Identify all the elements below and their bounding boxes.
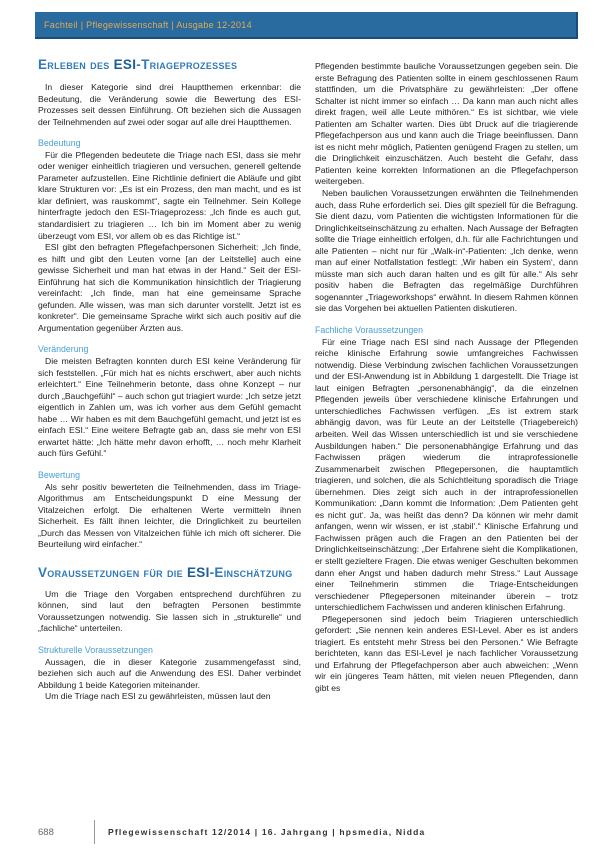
heading-esi-text: ESI (186, 564, 210, 580)
heading-text: Voraussetzungen für die (38, 564, 187, 580)
right-column (315, 57, 578, 703)
page-footer (38, 816, 578, 848)
paragraph: Aussagen, die in dieser Kategorie zusammengefasst sind, beziehen sich auch auf die Anwendung des ESI. Daher verbindet Abbildung 1 beide Kategorien miteinander. (38, 656, 301, 690)
paragraph: Neben baulichen Voraussetzungen erwähnten die Teilnehmenden auch, dass Ruhe erforderlich sei. Dies gilt speziell für die Befragung. Sie dient dazu, vom Patienten die wichtigsten Informationen für die Dringlichkeitseinschätzung zu erhalten. Nach Aussage der Befragten sollte die Triage einheitlich erfolgen, d.h. für alle Fachrichtungen und alle Patienten – nicht nur für „Walk-in“-Patienten: „Ich denke, wenn man auf einer Notfallstation festlegt: ‚Wir haben ein System‘, dann müsste man sich auch daran halten und es gilt für alle.“ Als sehr positiv haben die Befragten das regelmäßige Durchführen sogenannter „Triageworkshops“ erwähnt. In diesem Rahmen können sie das Vorgehen bei aktuellen Patienten diskutieren. (315, 188, 578, 314)
subheading-veraenderung: Veränderung (38, 344, 89, 355)
heading-text: -Triageprozesses (136, 57, 238, 72)
paragraph: Als sehr positiv bewerteten die Teilnehmenden, dass im Triage-Algorithmus am Entscheidungspunkt D eine Messung der Vitalzeichen erfolgt. Die erhaltenen Werte vermitteln ihnen Sicherheit. Es fällt ihnen leichter, die Dringlichkeit zu beurteilen „Durch das Messen von Vitalzeichen fühle ich mich oft sicherer. Die Beurteilung wird einfacher.“ (38, 481, 301, 550)
subheading-bewertung: Bewertung (38, 469, 81, 480)
subheading-fachliche-voraussetzungen: Fachliche Voraussetzungen (315, 325, 424, 336)
journal-header-text: Fachteil | Pflegewissenschaft | Ausgabe 12-2014 (44, 19, 252, 30)
paragraph: Für die Pflegenden bedeutete die Triage nach ESI, dass sie mehr oder weniger einheitlich triagieren und versuchen, generell geltende Parameter aufzustellen. Eine Richtlinie definiert die Abläufe und gibt klare Strukturen vor: „Es ist ein Prozess, den man macht, und es ist klar definiert, was rauskommt“, sagte ein Teilnehmer. Sein Kollege hinterfragte jedoch den ESI-Triageprozess: „Ich finde es auch gut, standardisiert zu triagieren … Ich bin im Moment aber zu wenig überzeugt vom ESI, vor allem ob es das Richtige ist.“ (38, 149, 301, 241)
journal-footer-text: Pflegewissenschaft 12/2014 | 16. Jahrgang | hpsmedia, Nidda (108, 827, 426, 837)
subheading-bedeutung: Bedeutung (38, 138, 81, 149)
subheading-strukturelle-voraussetzungen: Strukturelle Voraussetzungen (38, 644, 153, 655)
left-column (38, 57, 301, 703)
paragraph: Die meisten Befragten konnten durch ESI keine Veränderung für sich feststellen. „Für mich hat es nichts erschwert, aber auch nichts erleichtert.“ Eine Teilnehmerin betonte, dass ohne Konzept – nur durch „Bauchgefühl“ – auch schon gut triagiert wurde: „Ich setze jetzt eigentlich in Zahlen um, was ich vorher aus dem Gefühl gemacht habe … Wir haben es mit dem Bauchgefühl gemacht, und jetzt ist es einfach ESI.“ Eine weitere Befragte gab an, dass sie mehr von ESI erwartet hätte: „Ich hätte mehr davon erhofft, … noch mehr Klarheit auch fürs Gefühl.“ (38, 356, 301, 459)
heading-text: -Einschätzung (209, 564, 293, 580)
paragraph: Pflegenden bestimmte bauliche Voraussetzungen gegeben sein. Die erste Befragung des Patienten sollte in einem geschlossenen Raum stattfinden, um die Privatsphäre zu gewährleisten: „Der offene Schalter ist nicht immer so einfach … Da kann man auch nicht alles direkt fragen, weil alle Leute mithören.“ Es ist sichtbar, wie viele Patienten am Schalter warten. Dies übt Druck auf die triagierende Pflegefachperson aus und kann auch die Triage beeinflussen. Dann ist es nicht mehr möglich, Patienten genügend Fragen zu stellen, um die Dringlichkeit einzuschätzen. Auch besteht die Gefahr, dass Patienten keine korrekten Informationen an die Pflegefachperson weitergeben. (315, 61, 578, 187)
paragraph: Pflegepersonen sind jedoch beim Triagieren unterschiedlich gefordert: „Sie nennen kein anderes ESI-Level. Aber es ist anders triagiert. Es entsteht mehr Stress bei den Personen.“ Wie Befragte berichteten, kann das ESI-Level je nach fachlicher Voraussetzung und Erfahrung der Pflegefachperson aber auch abweichen: „Wenn wir ein jüngeres Team hätten, mit vielen neuen Pflegenden, dann gibt es (315, 613, 578, 693)
heading-text: Erleben des (38, 57, 114, 72)
paragraph: In dieser Kategorie sind drei Hauptthemen erkennbar: die Bedeutung, die Veränderung sowie die Bewertung des ESI-Prozesses seit dessen Einführung. Oft beziehen sich die Aussagen der Teilnehmenden auf zwei oder sogar auf alle drei Hauptthemen. (38, 82, 301, 127)
paragraph: Um die Triage den Vorgaben entsprechend durchführen zu können, sind laut den befragten Personen bestimmte Voraussetzungen notwendig. Sie lassen sich in „strukturelle“ und „fachliche“ unterteilen. (38, 588, 301, 634)
journal-header-bar (35, 12, 578, 39)
section-heading-voraussetzungen (38, 565, 301, 581)
section-heading-erleben (38, 57, 301, 73)
page-number: 688 (38, 826, 54, 838)
paragraph: Um die Triage nach ESI zu gewährleisten, müssen laut den (45, 691, 271, 702)
paragraph: ESI gibt den befragten Pflegefachpersonen Sicherheit: „Ich finde, es hilft und gibt den Leuten vorne [an der Leitstelle] auch eine gewisse Sicherheit und man hat etwas in der Hand.“ Seit der ESI-Einführung hat sich die Kommunikation hinsichtlich der Triagierung vereinfacht: „Ich finde, man hat eine gemeinsame Sprache gefunden. Alle wissen, was man sich darunter vorstellt. Jetzt ist es konkreter“. Die gemeinsame Sprache wirkt sich auch positiv auf die Argumentation gegenüber Ärzten aus. (38, 242, 301, 333)
heading-esi-text: ESI (113, 57, 137, 72)
article-body (38, 57, 578, 703)
paragraph: Für eine Triage nach ESI sind nach Aussage der Pflegenden reiche klinische Erfahrung sowie umfangreiches Fachwissen notwendig. Diese Verbindung zwischen fachlichen Voraussetzungen und der ESI-Anwendung ist in Abbildung 1 dargestellt. Die Triage ist laut einigen Befragten „personenabhängig“, da die einzelnen Pflegenden jeweils über verschiedene klinische Erfahrungen und unterschiedliches Fachwissen verfügen. „Es ist extrem stark abhängig davon, was für Leute an der Leitstelle (Triagebereich) arbeiten. Weil das Wissen unterschiedlich ist und sie verschiedene Ausbildungen haben.“ Die personenabhängige Erfahrung und das Fachwissen prägen wiederum die intraprofessionelle Zusammenarbeit zwischen Pflegepersonen, die hauptamtlich triagieren, und solchen, die als Schichtleitung sporadisch die Triage übernehmen. Dies zeigt sich auch in der intraprofessionellen Kommunikation: „Dann kommt die Information: ‚Dem Patienten geht es nicht gut‘. Ja, was heißt das denn? Da können wir mehr damit anfangen, wenn wir wissen, er ist ‚stabil‘.“ Klinische Erfahrung und Fachwissen prägen auch die Fragen an den Patienten bei der Dringlichkeitseinschätzung: „Der Erfahrene sieht die Komplikationen, er stellt gezieltere Fragen. Die etwas weniger Geschulten bekommen dann eher Angst und haben dadurch mehr Stress.“ Laut Aussage einer Teilnehmerin stimmen die Triage-Entscheidungen verschiedener Pflegepersonen miteinander überein – trotz unterschiedlichem Fachwissen und anderen klinischen Erfahrung. (315, 336, 578, 613)
